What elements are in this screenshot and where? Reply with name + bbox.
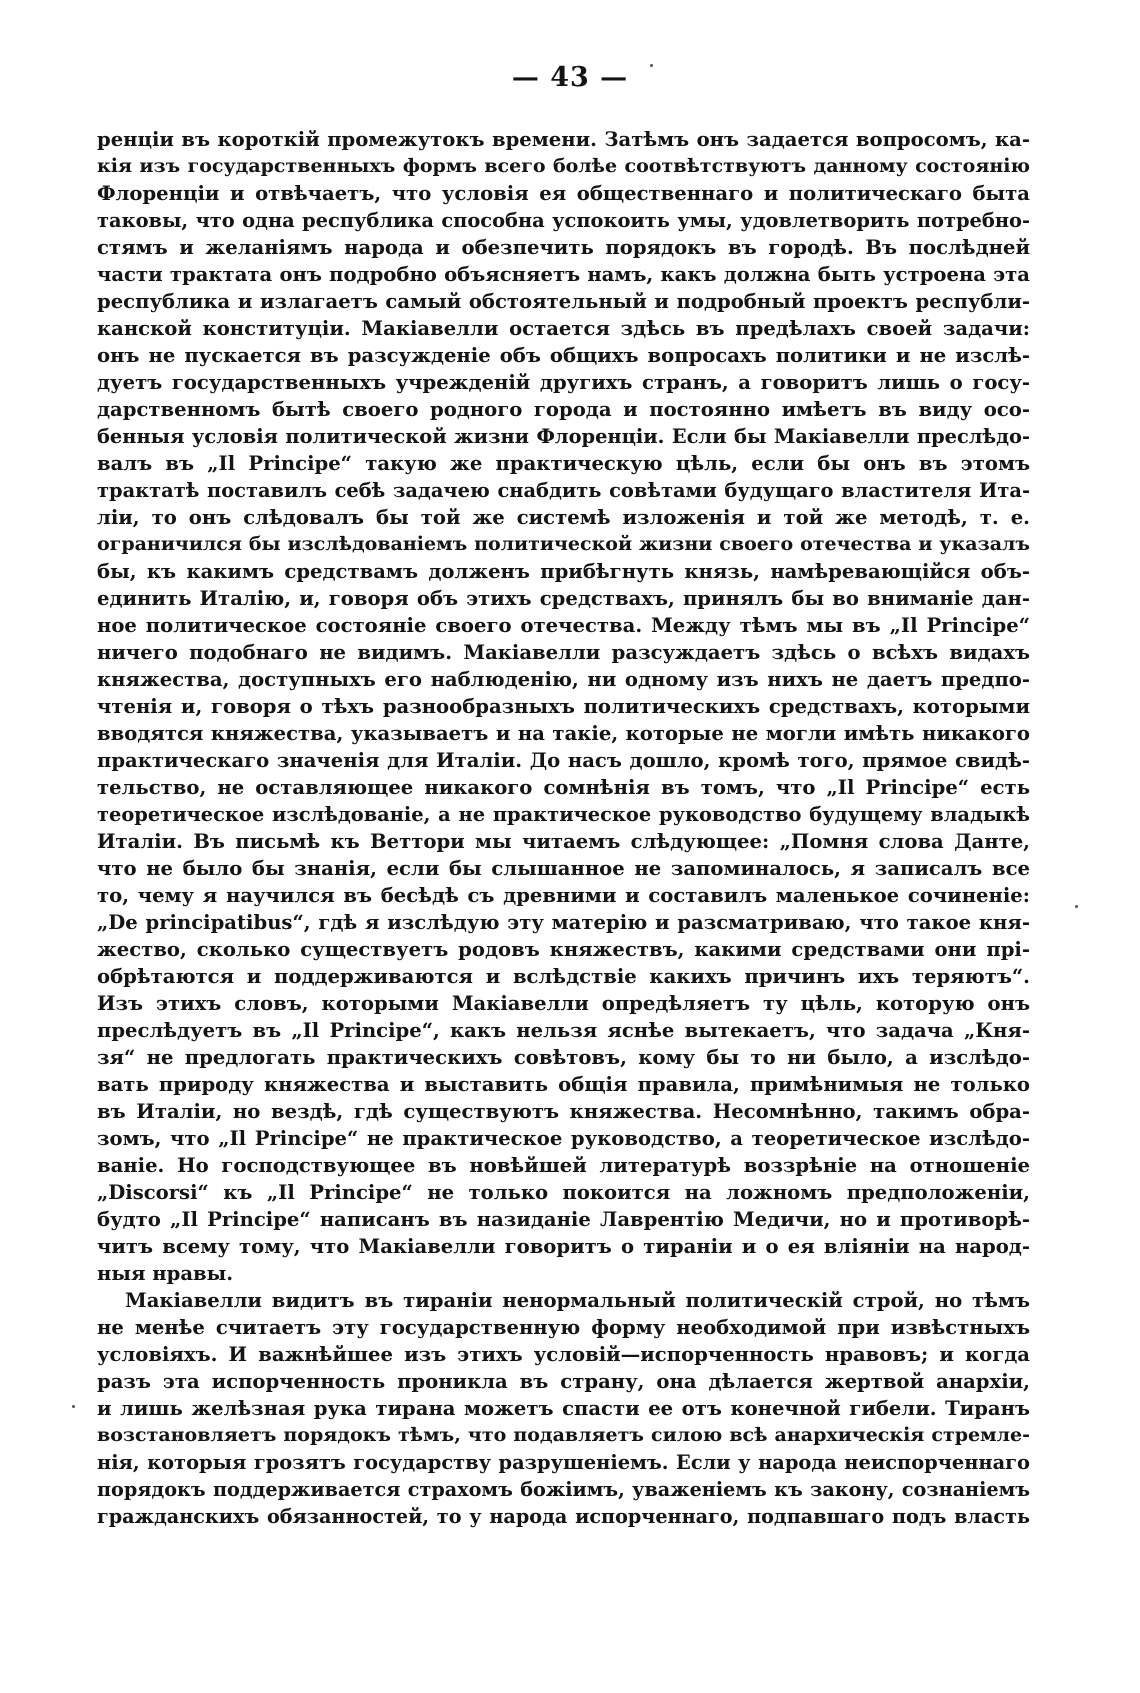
text-line: бенныя условія политической жизни Флоренціи. Если бы Макіавелли преслѣдо- bbox=[97, 425, 1030, 448]
text-line: дуетъ государственныхъ учрежденій другихъ странъ, а говоритъ лишь о госу- bbox=[97, 371, 1030, 394]
text-line: вводятся княжества, указываетъ и на такіе, которые не могли имѣть никакого bbox=[97, 722, 1030, 745]
text-line: ное политическое состояніе своего отечества. Между тѣмъ мы въ „Il Principe“ bbox=[97, 614, 1030, 637]
text-line: Флоренціи и отвѣчаетъ, что условія ея общественнаго и политическаго быта bbox=[97, 182, 1030, 205]
text-line: „Discorsi“ къ „Il Principe“ не только покоится на ложномъ предположеніи, bbox=[97, 1181, 1030, 1204]
text-line: нія, которыя грозятъ государству разрушеніемъ. Если у народа неиспорченнаго bbox=[97, 1451, 1030, 1474]
scan-speck bbox=[72, 1405, 75, 1408]
text-line: республика и излагаетъ самый обстоятельный и подробный проектъ республи- bbox=[97, 290, 1030, 313]
text-line: и лишь желѣзная рука тирана можетъ спасти ее отъ конечной гибели. Тиранъ bbox=[97, 1397, 1030, 1420]
text-line: ограничился бы изслѣдованіемъ политической жизни своего отечества и указалъ bbox=[97, 533, 1030, 555]
text-line: валъ въ „Il Principe“ такую же практическую цѣль, если бы онъ въ этомъ bbox=[97, 452, 1030, 475]
text-line: что не было бы знанія, если бы слышанное не запоминалось, я записалъ все bbox=[97, 857, 1030, 880]
text-line: кія изъ государственныхъ формъ всего болѣе соотвѣтствуютъ данному состоянію bbox=[97, 155, 1030, 177]
text-line: зомъ, что „Il Principe“ не практическое руководство, а теоретическое изслѣдо- bbox=[97, 1127, 1030, 1150]
text-line: трактатѣ поставилъ себѣ задачею снабдить совѣтами будущаго властителя Ита- bbox=[97, 479, 1030, 502]
text-line: гражданскихъ обязанностей, то у народа испорченнаго, подпавшаго подъ власть bbox=[97, 1505, 1030, 1528]
text-line: разъ эта испорченность проникла въ страну, она дѣлается жертвой анархіи, bbox=[97, 1370, 1030, 1393]
page-number: — 43 — bbox=[511, 62, 629, 93]
text-line: ваніе. Но господствующее въ новѣйшей литературѣ воззрѣніе на отношеніе bbox=[97, 1154, 1030, 1177]
text-line: условіяхъ. И важнѣйшее изъ этихъ условій—испорченность нравовъ; и когда bbox=[97, 1343, 1030, 1366]
text-line: Макіавелли видитъ въ тираніи ненормальный политическій строй, но тѣмъ bbox=[125, 1289, 1030, 1312]
scan-speck bbox=[650, 64, 653, 67]
text-line: не менѣе считаетъ эту государственную форму необходимой при извѣстныхъ bbox=[97, 1316, 1030, 1339]
text-line: возстановляетъ порядокъ тѣмъ, что подавляетъ силою всѣ анархическія стремле- bbox=[97, 1424, 1030, 1446]
body-text bbox=[97, 126, 1030, 1530]
text-line: онъ не пускается въ разсужденіе объ общихъ вопросахъ политики и не изслѣ- bbox=[97, 344, 1030, 367]
text-line: ныя нравы. bbox=[97, 1262, 234, 1285]
scan-speck bbox=[1075, 905, 1078, 908]
text-line: дарственномъ бытѣ своего родного города и постоянно имѣетъ въ виду осо- bbox=[97, 398, 1030, 421]
text-line: канской конституціи. Макіавелли остается здѣсь въ предѣлахъ своей задачи: bbox=[97, 317, 1030, 340]
text-line: тельство, не оставляющее никакого сомнѣнія въ томъ, что „Il Principe“ есть bbox=[97, 776, 1030, 799]
text-line: „De principatibus“, гдѣ я изслѣдую эту матерію и разсматриваю, что такое кня- bbox=[97, 911, 1030, 934]
text-line: то, чему я научился въ бесѣдѣ съ древними и составилъ маленькое сочиненіе: bbox=[97, 884, 1030, 907]
text-line: ренціи въ короткій промежутокъ времени. Затѣмъ онъ задается вопросомъ, ка- bbox=[97, 128, 1030, 151]
text-line: стямъ и желаніямъ народа и обезпечить порядокъ въ городѣ. Въ послѣдней bbox=[97, 236, 1030, 259]
text-line: практическаго значенія для Италіи. До насъ дошло, кромѣ того, прямое свидѣ- bbox=[97, 749, 1030, 772]
text-line: вать природу княжества и выставить общія правила, примѣнимыя не только bbox=[97, 1073, 1030, 1096]
text-line: зя“ не предлогать практическихъ совѣтовъ, кому бы то ни было, а изслѣдо- bbox=[97, 1046, 1030, 1069]
text-line: части трактата онъ подробно объясняетъ намъ, какъ должна быть устроена эта bbox=[97, 263, 1030, 286]
text-line: порядокъ поддерживается страхомъ божіимъ, уваженіемъ къ закону, сознаніемъ bbox=[97, 1478, 1030, 1501]
text-line: въ Италіи, но вездѣ, гдѣ существуютъ княжества. Несомнѣнно, такимъ обра- bbox=[97, 1100, 1030, 1123]
text-line: Изъ этихъ словъ, которыми Макіавелли опредѣляетъ ту цѣль, которую онъ bbox=[97, 992, 1030, 1015]
text-line: теоретическое изслѣдованіе, а не практическое руководство будущему владыкѣ bbox=[97, 803, 1030, 826]
text-line: жество, сколько существуетъ родовъ княжествъ, какими средствами они прі- bbox=[97, 938, 1030, 961]
text-line: читъ всему тому, что Макіавелли говоритъ о тираніи и о ея вліяніи на народ- bbox=[97, 1235, 1030, 1258]
text-line: преслѣдуетъ въ „Il Principe“, какъ нельзя яснѣе вытекаетъ, что задача „Кня- bbox=[97, 1019, 1030, 1042]
text-line: княжества, доступныхъ его наблюденію, ни одному изъ нихъ не даетъ предпо- bbox=[97, 668, 1030, 691]
text-line: единить Италію, и, говоря объ этихъ средствахъ, принялъ бы во вниманіе дан- bbox=[97, 587, 1030, 610]
text-line: Италіи. Въ письмѣ къ Веттори мы читаемъ слѣдующее: „Помня слова Данте, bbox=[97, 830, 1030, 853]
text-line: ничего подобнаго не видимъ. Макіавелли разсуждаетъ здѣсь о всѣхъ видахъ bbox=[97, 641, 1030, 664]
text-line: будто „Il Principe“ написанъ въ назиданіе Лаврентію Медичи, но и противорѣ- bbox=[97, 1208, 1030, 1231]
text-line: обрѣтаются и поддерживаются и вслѣдствіе какихъ причинъ ихъ теряютъ“. bbox=[97, 965, 1030, 988]
text-line: бы, къ какимъ средствамъ долженъ прибѣгнуть князь, намѣревающійся объ- bbox=[97, 560, 1030, 583]
text-line: ліи, то онъ слѣдовалъ бы той же системѣ изложенія и той же методѣ, т. е. bbox=[97, 506, 1030, 529]
text-line: чтенія и, говоря о тѣхъ разнообразныхъ политическихъ средствахъ, которыми bbox=[97, 695, 1030, 718]
text-line: таковы, что одна республика способна успокоить умы, удовлетворить потребно- bbox=[97, 209, 1030, 232]
